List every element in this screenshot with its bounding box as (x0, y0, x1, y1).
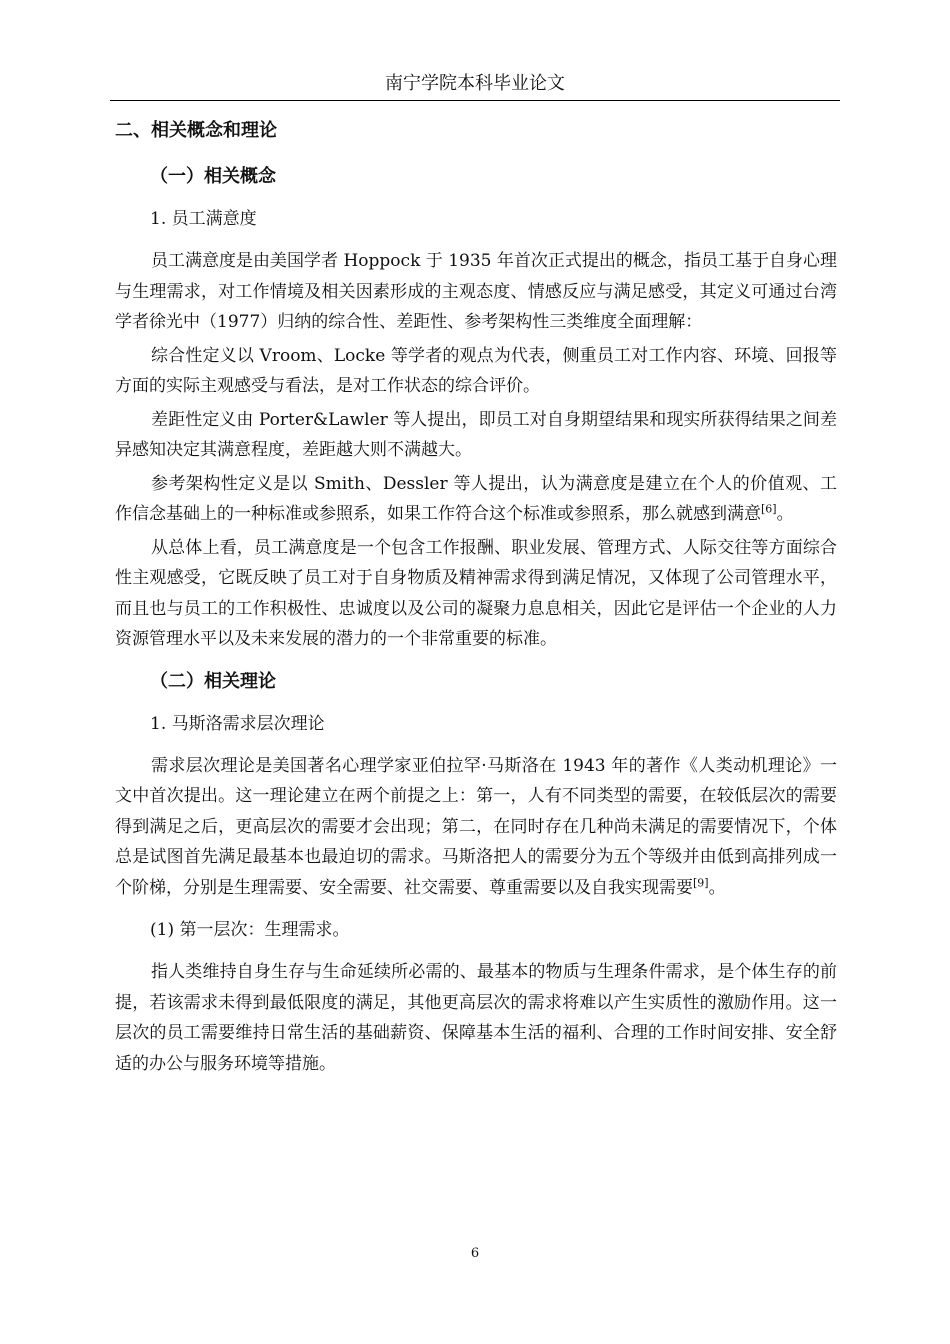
paragraph-summary: 从总体上看，员工满意度是一个包含工作报酬、职业发展、管理方式、人际交往等方面综合性主观感受，它既反映了员工对于自身物质及精神需求得到满足情况，又体现了公司管理水平，而且也与员工的工作积极性、忠诚度以及公司的凝聚力息息相关，因此它是评估一个企业的人力资源管理水平以及未来发展的潜力的一个非常重要的标准。 (115, 537, 837, 649)
paragraph-comprehensive-definition: 综合性定义以 Vroom、Locke 等学者的观点为代表，侧重员工对工作内容、环境、回报等方面的实际主观感受与看法，是对工作状态的综合评价。 (115, 345, 837, 396)
subsection-heading-concepts: （一）相关概念 (150, 166, 276, 187)
level-heading-physiological: (1) 第一层次：生理需求。 (150, 920, 350, 940)
section-heading: 二、相关概念和理论 (115, 120, 277, 141)
paragraph-maslow-theory (115, 751, 837, 904)
citation-ref: [6] (761, 502, 777, 516)
paragraph-gap-definition: 差距性定义由 Porter&Lawler 等人提出，即员工对自身期望结果和现实所获得结果之间差异感知决定其满意程度，差距越大则不满越大。 (115, 409, 837, 460)
citation-ref: [9] (693, 875, 709, 889)
item-heading-employee-satisfaction: 1. 员工满意度 (150, 209, 257, 229)
paragraph-reference-framework (115, 469, 837, 530)
page-body (115, 116, 837, 1082)
header-rule (110, 100, 840, 101)
paragraph-text: 需求层次理论是美国著名心理学家亚伯拉罕·马斯洛在 1943 年的著作《人类动机理论》一文中首次提出。这一理论建立在两个前提之上：第一，人有不同类型的需要，在较低层次的需要得到满足之后，更高层次的需要才会出现；第二，在同时存在几种尚未满足的需要情况下，个体总是试图首先满足最基本也最迫切的需求。马斯洛把人的需要分为五个等级并由低到高排列成一个阶梯，分别是生理需要、安全需要、社交需要、尊重需要以及自我实现需要 (115, 755, 837, 898)
running-header: 南宁学院本科毕业论文 (385, 73, 565, 94)
subsection-heading-theories: （二）相关理论 (150, 670, 276, 692)
paragraph-end: 。 (776, 504, 794, 524)
paragraph-physiological-needs: 指人类维持自身生存与生命延续所必需的、最基本的物质与生理条件需求，是个体生存的前提，若该需求未得到最低限度的满足，其他更高层次的需求将难以产生实质性的激励作用。这一层次的员工需要维持日常生活的基础薪资、保障基本生活的福利、合理的工作时间安排、安全舒适的办公与服务环境等措施。 (115, 962, 837, 1074)
paragraph-definition: 员工满意度是由美国学者 Hoppock 于 1935 年首次正式提出的概念，指员工基于自身心理与生理需求，对工作情境及相关因素形成的主观态度、情感反应与满足感受，其定义可通过台湾学者徐光中（1977）归纳的综合性、差距性、参考架构性三类维度全面理解： (115, 251, 837, 332)
item-heading-maslow: 1. 马斯洛需求层次理论 (150, 713, 325, 734)
page-number: 6 (470, 1246, 480, 1261)
paragraph-text: 参考架构性定义是以 Smith、Dessler 等人提出，认为满意度是建立在个人的价值观、工作信念基础上的一种标准或参照系，如果工作符合这个标准或参照系，那么就感到满意 (115, 473, 837, 524)
paragraph-end: 。 (708, 877, 726, 898)
